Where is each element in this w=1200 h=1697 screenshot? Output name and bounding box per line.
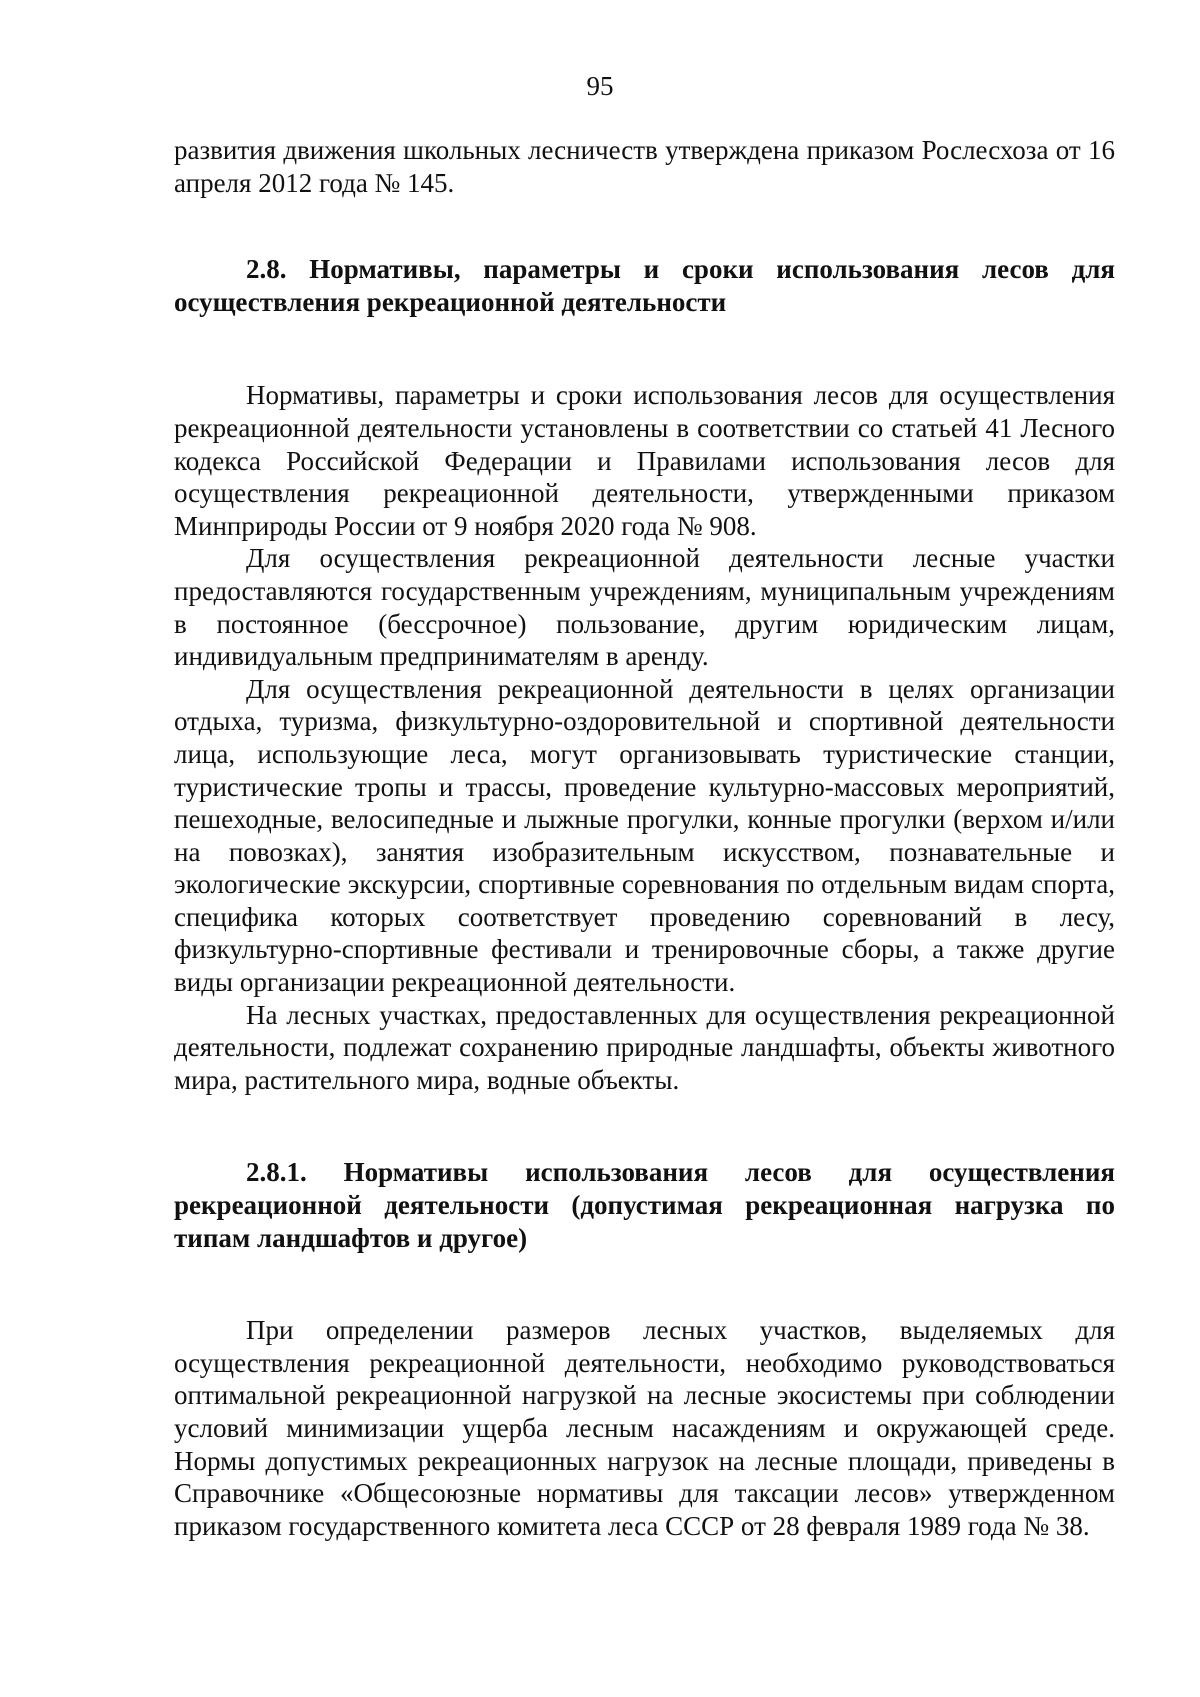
section-2-8-paragraph-2: Для осуществления рекреационной деятельности лесные участки предоставляются государственным учреждениям, муниципальным учреждениям в постоянное (бессрочное) пользование, другим юридическим лицам, индивидуальным предпринимателям в аренду. <box>174 543 1115 672</box>
page-number: 95 <box>586 71 614 101</box>
section-2-8-paragraph-1: Нормативы, параметры и сроки использования лесов для осуществления рекреационной деятельности установлены в соответствии со статьей 41 Лесного кодекса Российской Федерации и Правилами использования лесов для осуществления рекреационной деятельности, утвержденными приказом Минприроды России от 9 ноября 2020 года № 908. <box>174 380 1115 541</box>
section-2-8-paragraph-4: На лесных участках, предоставленных для осуществления рекреационной деятельности, подлежат сохранению природные ландшафты, объекты животного мира, растительного мира, водные объекты. <box>174 999 1115 1095</box>
section-2-8-1-paragraph-1: При определении размеров лесных участков, выделяемых для осуществления рекреационной деятельности, необходимо руководствоваться оптимальной рекреационной нагрузкой на лесные экосистемы при соблюдении условий минимизации ущерба лесным насаждениям и окружающей среде. Нормы допустимых рекреационных нагрузок на лесные площади, приведены в Справочнике «Общесоюзные нормативы для таксации лесов» утвержденном приказом государственного комитета леса СССР от 28 февраля 1989 года № 38. <box>174 1315 1115 1541</box>
section-2-8-1-heading: 2.8.1. Нормативы использования лесов для осуществления рекреационной деятельности (допустимая рекреационная нагрузка по типам ландшафтов и другое) <box>174 1157 1115 1253</box>
section-2-8-1-body <box>174 1314 1115 1542</box>
intro-paragraph: развития движения школьных лесничеств утверждена приказом Рослесхоза от 16 апреля 2012 года № 145. <box>174 135 1115 198</box>
section-2-8-heading: 2.8. Нормативы, параметры и сроки использования лесов для осуществления рекреационной деятельности <box>174 254 1115 317</box>
section-2-8-body <box>174 379 1115 1096</box>
section-2-8-paragraph-3: Для осуществления рекреационной деятельности в целях организации отдыха, туризма, физкультурно-оздоровительной и спортивной деятельности лица, использующие леса, могут организовывать туристические станции, туристические тропы и трассы, проведение культурно-массовых мероприятий, пешеходные, велосипедные и лыжные прогулки, конные прогулки (верхом и/или на повозках), занятия изобразительным искусством, познавательные и экологические экскурсии, спортивные соревнования по отдельным видам спорта, специфика которых соответствует проведению соревнований в лесу, физкультурно-спортивные фестивали и тренировочные сборы, а также другие виды организации рекреационной деятельности. <box>174 673 1115 998</box>
page-content <box>174 134 1115 1542</box>
